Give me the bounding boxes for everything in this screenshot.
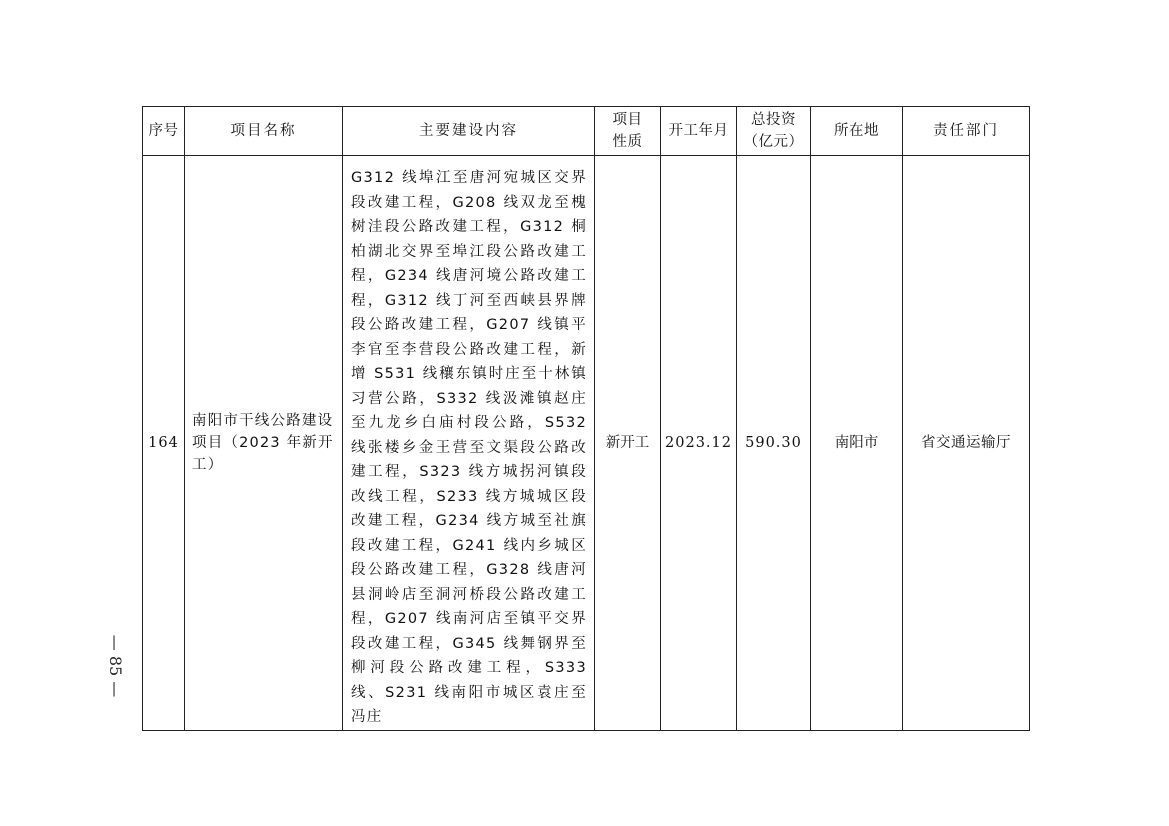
header-invest	[737, 107, 811, 156]
cell-department: 省交通运输厅	[903, 156, 1030, 731]
header-seq: 序号	[143, 107, 185, 156]
header-start: 开工年月	[661, 107, 737, 156]
cell-location: 南阳市	[811, 156, 903, 731]
cell-start: 2023.12	[661, 156, 737, 731]
header-location: 所在地	[811, 107, 903, 156]
table-row	[143, 156, 1030, 731]
header-name: 项目名称	[185, 107, 343, 156]
cell-content: G312 线埠江至唐河宛城区交界段改建工程，G208 线双龙至槐树洼段公路改建工程，G312 桐柏湖北交界至埠江段公路改建工程，G234 线唐河境公路改建工程，G312 线丁河至西峡县界牌段公路改建工程，G207 线镇平李官至李营段公路改建工程，新增 S531 线穰东镇时庄至十林镇习营公路，S332 线汲滩镇赵庄至九龙乡白庙村段公路，S532 线张楼乡金王营至文渠段公路改建工程，S323 线方城拐河镇段改线工程，S233 线方城城区段改建工程，G234 线方城至社旗段改建工程，G241 线内乡城区段公路改建工程，G328 线唐河县洞岭店至洞河桥段公路改建工程，G207 线南河店至镇平交界段改建工程，G345 线舞钢界至柳河段公路改建工程，S333 线、S231 线南阳市城区袁庄至冯庄	[343, 156, 595, 731]
header-nature	[595, 107, 661, 156]
header-invest-text: 总投资（亿元）	[743, 112, 804, 150]
table-header-row	[143, 107, 1030, 156]
header-content: 主要建设内容	[343, 107, 595, 156]
cell-invest: 590.30	[737, 156, 811, 731]
cell-seq: 164	[143, 156, 185, 731]
header-department: 责任部门	[903, 107, 1030, 156]
cell-nature: 新开工	[595, 156, 661, 731]
cell-name: 南阳市干线公路建设项目（2023 年新开工）	[185, 156, 343, 731]
project-table	[142, 106, 1030, 731]
header-nature-text: 项目性质	[612, 112, 643, 150]
page-number: — 85 —	[106, 634, 126, 698]
